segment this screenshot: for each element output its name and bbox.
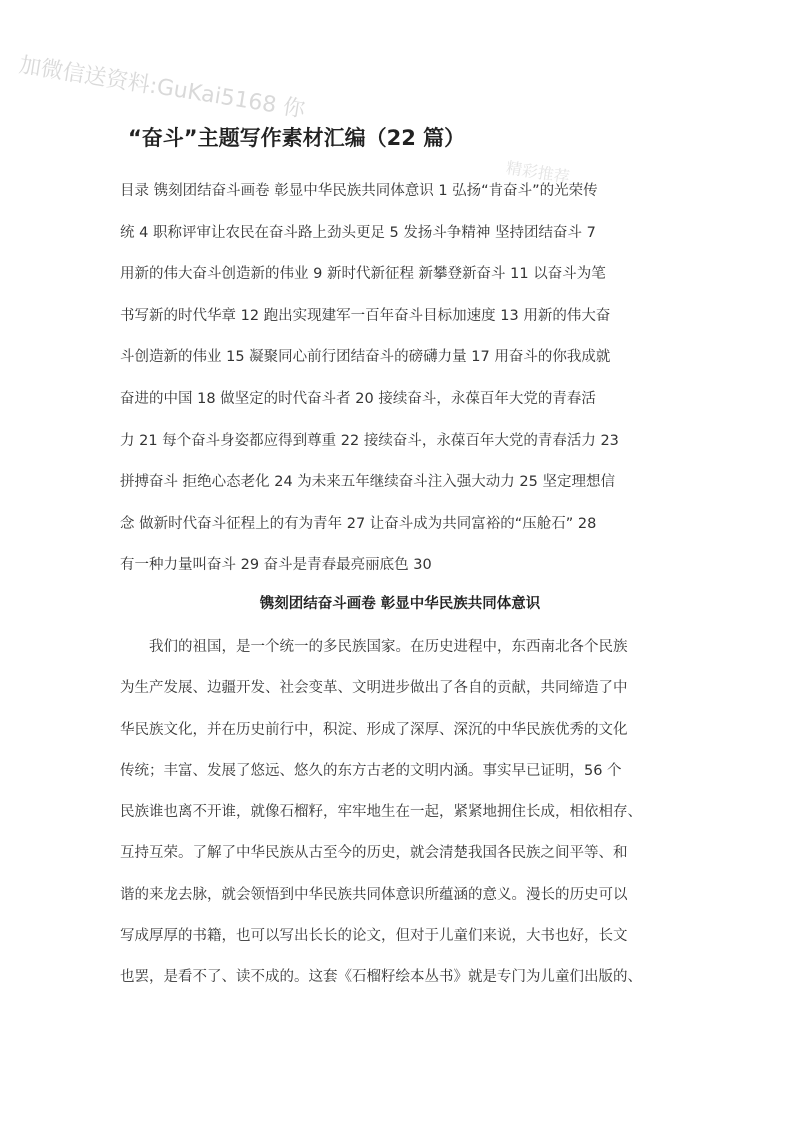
paragraph-line: 也罢，是看不了、读不成的。这套《石榴籽绘本丛书》就是专门为儿童们出版的、 [120, 969, 642, 986]
document-title: “奋斗”主题写作素材汇编（22 篇） [128, 126, 466, 150]
paragraph-line: 民族谁也离不开谁，就像石榴籽，牢牢地生在一起，紧紧地拥住长成，相依相存、 [120, 804, 642, 821]
toc-line: 斗创造新的伟业 15 凝聚同心前行团结奋斗的磅礴力量 17 用奋斗的你我成就 [120, 349, 611, 366]
watermark-tail: 精彩推荐 [504, 158, 571, 187]
table-of-contents [120, 176, 680, 592]
toc-line: 书写新的时代华章 12 跑出实现建军一百年奋斗目标加速度 13 用新的伟大奋 [120, 307, 611, 324]
watermark: 加微信送资料:GuKai5168 你 [17, 52, 307, 123]
paragraph-line: 华民族文化，并在历史前行中，积淀、形成了深厚、深沉的中华民族优秀的文化 [120, 721, 628, 738]
toc-line: 统 4 职称评审让农民在奋斗路上劲头更足 5 发扬斗争精神 坚持团结奋斗 7 [120, 224, 596, 241]
toc-line: 有一种力量叫奋斗 29 奋斗是青春最亮丽底色 30 [120, 557, 432, 574]
paragraph-line: 写成厚厚的书籍，也可以写出长长的论文，但对于儿童们来说，大书也好，长文 [120, 928, 628, 945]
article-body [120, 632, 680, 1004]
toc-line: 用新的伟大奋斗创造新的伟业 9 新时代新征程 新攀登新奋斗 11 以奋斗为笔 [120, 266, 606, 283]
toc-line: 念 做新时代奋斗征程上的有为青年 27 让奋斗成为共同富裕的“压舱石” 28 [120, 515, 597, 532]
toc-line: 奋进的中国 18 做坚定的时代奋斗者 20 接续奋斗，永葆百年大党的青春活 [120, 390, 596, 407]
paragraph-line: 为生产发展、边疆开发、社会变革、文明进步做出了各自的贡献，共同缔造了中 [120, 680, 628, 697]
toc-line: 力 21 每个奋斗身姿都应得到尊重 22 接续奋斗，永葆百年大党的青春活力 23 [120, 432, 619, 449]
paragraph-line: 传统；丰富、发展了悠远、悠久的东方古老的文明内涵。事实早已证明，56 个 [120, 762, 622, 779]
paragraph-line: 谐的来龙去脉，就会领悟到中华民族共同体意识所蕴涵的意义。漫长的历史可以 [120, 886, 628, 903]
toc-line: 拼搏奋斗 拒绝心态老化 24 为未来五年继续奋斗注入强大动力 25 坚定理想信 [120, 474, 615, 491]
paragraph-line: 我们的祖国，是一个统一的多民族国家。在历史进程中，东西南北各个民族 [149, 639, 628, 655]
paragraph-line: 互持互荣。了解了中华民族从古至今的历史，就会清楚我国各民族之间平等、和 [120, 845, 628, 862]
toc-line: 目录 镌刻团结奋斗画卷 彰显中华民族共同体意识 1 弘扬“肯奋斗”的光荣传 [120, 183, 598, 199]
section-title: 镌刻团结奋斗画卷 彰显中华民族共同体意识 [259, 596, 541, 612]
